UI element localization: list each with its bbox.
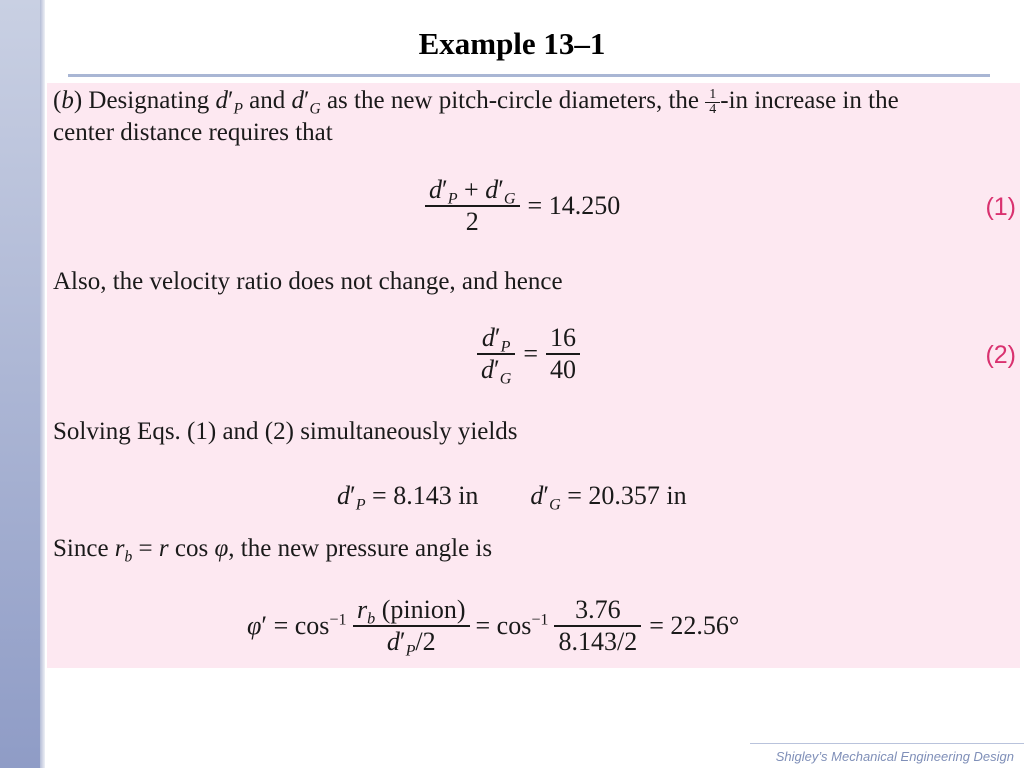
- eq2-left-fraction: $\frac{d'_P}{d'_G}$: [477, 323, 515, 385]
- quarter-fraction: [705, 88, 720, 117]
- footer-text: Shigley’s Mechanical Engineering Design: [775, 749, 1014, 764]
- quarter-den: 4: [709, 101, 717, 117]
- intro-text-and: and: [242, 87, 292, 114]
- since-text-a: Since: [53, 535, 115, 562]
- intro-paragraph: (b) Designating $d'_P$ and $d'_G$ as the new pitch-circle diameters, the $\frac{1}{4}$ -in increase in the: [53, 86, 899, 118]
- eq1-rhs: = 14.250: [527, 191, 621, 220]
- content-panel: [47, 83, 1020, 668]
- slide-side-bar: [0, 0, 40, 768]
- eq4-pinion: (pinion): [375, 595, 466, 624]
- eq2-denominator: 40: [550, 355, 576, 384]
- dg-result: $d'_G = 20.357$ in: [530, 481, 687, 514]
- eq4-fraction-2: [554, 595, 641, 657]
- dg-value: = 20.357 in: [567, 481, 687, 510]
- equation-3: [337, 481, 687, 514]
- eq1-fraction: $\frac{d'_P + d'_G}{2}$: [425, 175, 520, 237]
- equation-2-number: (2): [985, 341, 1016, 369]
- equation-1: [425, 175, 620, 237]
- intro-text-b: as the new pitch-circle diameters, the: [320, 87, 706, 114]
- eq4-numerator-2: 3.76: [575, 595, 621, 624]
- eq4-fraction-1: $\frac{r_b (pinion)}{d'_P/2}$: [353, 595, 469, 657]
- velocity-ratio-text: Also, the velocity ratio does not change, and hence: [53, 268, 563, 295]
- equation-1-number: (1): [985, 193, 1016, 221]
- part-label: b: [61, 87, 74, 114]
- eq1-denominator: 2: [465, 207, 479, 236]
- footer-divider: [750, 743, 1024, 744]
- eq4-den1-tail: /2: [415, 627, 436, 656]
- slide-side-edge: [40, 0, 45, 768]
- slide-title: Example 13–1: [418, 26, 606, 61]
- eq2-numerator: 16: [550, 323, 576, 352]
- eq2-right-fraction: [546, 323, 580, 385]
- dp-value: = 8.143 in: [372, 481, 479, 510]
- since-text-b: , the new pressure angle is: [228, 535, 493, 562]
- intro-text-c: -in increase in the: [720, 87, 899, 114]
- eq4-denominator-2: 8.143/2: [558, 627, 638, 656]
- quarter-num: 1: [709, 86, 717, 102]
- dp-result: $d'_P = 8.143$ in: [337, 481, 479, 514]
- equation-4: $\varphi' = \cos^{-1}$ $\frac{r_b (pinion)}{d'_P/2}$ = $\cos^{-1}$ $\frac{3.76}{8.143/2}$ = 22.56°: [247, 595, 740, 660]
- eq4-result: = 22.56°: [649, 611, 740, 640]
- intro-text-a: Designating: [88, 87, 216, 114]
- pressure-angle-text: Since $r_b = r$ cos φ, the new pressure angle is: [53, 535, 493, 566]
- solving-text: Solving Eqs. (1) and (2) simultaneously yields: [53, 418, 518, 445]
- intro-line-2: center distance requires that: [53, 119, 333, 146]
- title-divider: [68, 74, 990, 77]
- equation-2: $\frac{d'_P}{d'_G}$ = $\frac{16}{40}$: [477, 323, 580, 385]
